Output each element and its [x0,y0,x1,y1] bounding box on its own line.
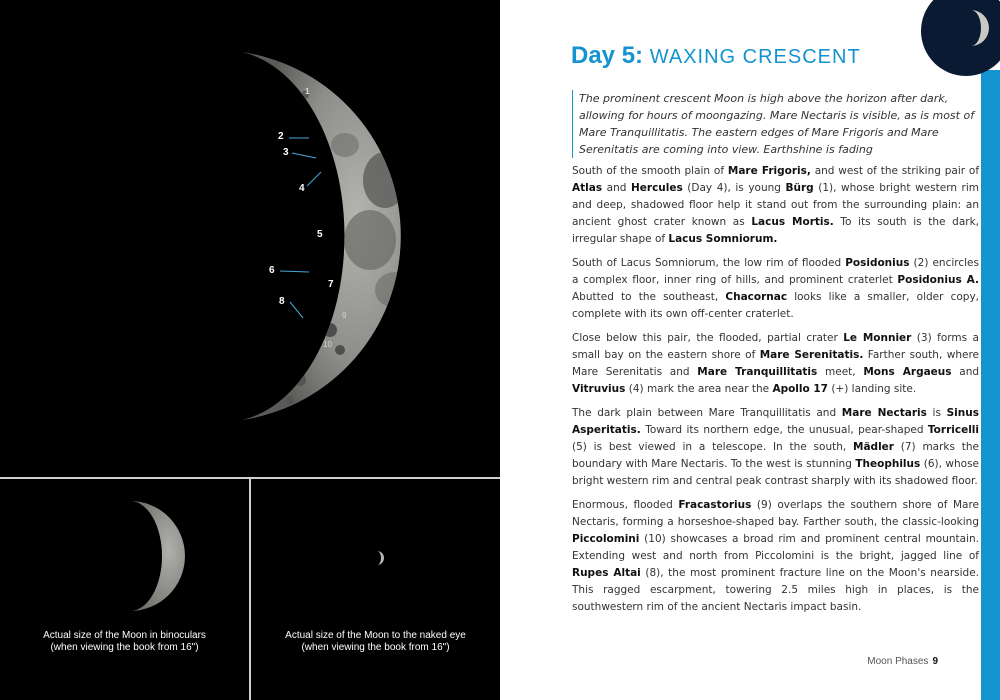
text-run: (Day 4), is young [682,182,786,194]
bold-term: Lacus Mortis. [751,216,834,228]
binoculars-caption [0,630,249,654]
bold-term: Mädler [853,441,894,453]
text-run: (9) overlaps the southern shore of Mare Nectaris, forming a horseshoe-shaped bay. Farther south, the classic-looking [572,499,980,528]
text-run: (2) encircles a complex floor, inner ring of hills, and prominent craterlet [572,257,979,286]
binocular-moon-icon [0,479,249,629]
text-run: (4) mark the area near the [625,383,773,395]
text-run: (+) landing site. [827,383,917,395]
body-paragraph [572,405,979,490]
bold-term: Hercules [630,182,683,194]
intro-paragraph: The prominent crescent Moon is high above the horizon after dark, allowing for hours of moongazing. Mare Nectaris is visible, as is most of Mare Tranquillitatis. The eastern edges of Mare Frigoris and Mare Serenitatis are coming into view. Earthshine is fading [572,90,979,158]
text-run: (3) forms a small bay on the eastern shore of [572,332,979,361]
text-run: (10) showcases a broad rim and prominent central mountain. Extending west and north from Piccolomini is the bright, jagged line of [572,533,979,562]
bold-term: Sinus Asperitatis. [572,407,979,436]
bold-term: Mare Nectaris [841,407,927,419]
body-paragraph [572,255,979,323]
footer-label: Moon Phases [867,656,929,667]
label-leader-lines [280,138,321,318]
bold-term: Theophilus [855,458,921,470]
text-run: and west of the striking pair of [810,165,980,177]
label-9: 9 [342,311,347,320]
bold-term: Mons Argaeus [863,366,952,378]
text-run: South of the smooth plain of [572,165,728,177]
label-3: 3 [283,147,289,158]
bold-term: Bürg [785,182,814,194]
label-7: 7 [328,279,334,290]
bold-term: Apollo 17 [772,383,828,395]
caption-line: Actual size of the Moon in binoculars [43,630,206,641]
bold-term: Atlas [572,182,603,194]
caption-line: (when viewing the book from 16") [50,642,199,653]
page-number: 9 [932,656,938,667]
label-10: 10 [323,340,332,349]
text-run: and [602,182,631,194]
bold-term: Posidonius A. [897,274,979,286]
bold-term: Mare Tranquillitatis [697,366,818,378]
text-run: (7) marks the boundary with Mare Nectaris. To the west is stunning [572,441,980,470]
bold-term: Torricelli [927,424,979,436]
body-paragraph [572,330,979,398]
label-5: 5 [317,229,323,240]
bold-term: Fracastorius [678,499,752,511]
label-4: 4 [299,183,305,194]
text-run: meet, [817,366,864,378]
crescent-moon-photo [0,0,500,476]
text-run: (8), the most prominent fracture line on the Moon's nearside. This ragged escarpment, towering 2.5 miles high in places, is the southwestern rim of the ancient Nectaris impact basin. [572,567,979,613]
body-text [572,163,979,623]
label-8: 8 [279,296,285,307]
label-1: 1 [305,87,310,96]
text-run: Toward its northern edge, the unusual, pear-shaped [640,424,928,436]
text-run: and [951,366,980,378]
bold-term: Mare Serenitatis. [759,349,864,361]
text-run: (1), whose bright western rim and deep, shadowed floor help it stand out from the surrounding plain: an ancient ghost crater known as [572,182,979,228]
text-run: South of Lacus Somniorum, the low rim of flooded [572,257,846,269]
label-2: 2 [278,131,284,142]
accent-side-bar [981,70,1000,700]
bold-term: Mare Frigoris, [727,165,811,177]
naked-eye-moon-icon [251,479,500,629]
corner-moon-icon [921,0,1000,76]
text-run: looks like a smaller, older copy, complete with its own off-center craterlet. [572,291,979,320]
right-page [500,0,1000,700]
bold-term: Chacornac [725,291,788,303]
page-footer [867,656,938,667]
text-run: (6), whose bright western rim and central peak contrast sharply with its shadowed floor. [572,458,979,487]
bold-term: Le Monnier [843,332,912,344]
caption-line: (when viewing the book from 16") [301,642,450,653]
bold-term: Lacus Somniorum. [668,233,778,245]
bold-term: Posidonius [845,257,910,269]
text-run: To its south is the dark, irregular shape of [572,216,980,245]
text-run: is [926,407,947,419]
title-day: Day 5: [571,42,644,69]
title-phase: WAXING CRESCENT [649,46,861,68]
moon-illustration [0,0,500,476]
text-run: Close below this pair, the flooded, partial crater [572,332,844,344]
text-run: (5) is best viewed in a telescope. In the south, [572,441,854,453]
caption-line: Actual size of the Moon to the naked eye [285,630,466,641]
naked-eye-panel [251,479,500,700]
text-run: Enormous, flooded [572,499,679,511]
text-run: Abutted to the southeast, [572,291,726,303]
bold-term: Vitruvius [572,383,626,395]
page-title [571,42,861,70]
text-run: Farther south, where Mare Serenitatis and [572,349,979,378]
bold-term: Piccolomini [572,533,640,545]
bold-term: Rupes Altai [572,567,641,579]
binoculars-panel [0,479,249,700]
label-6: 6 [269,265,275,276]
body-paragraph [572,497,979,616]
naked-eye-caption [251,630,500,654]
text-run: The dark plain between Mare Tranquillitatis and [572,407,842,419]
body-paragraph [572,163,979,248]
